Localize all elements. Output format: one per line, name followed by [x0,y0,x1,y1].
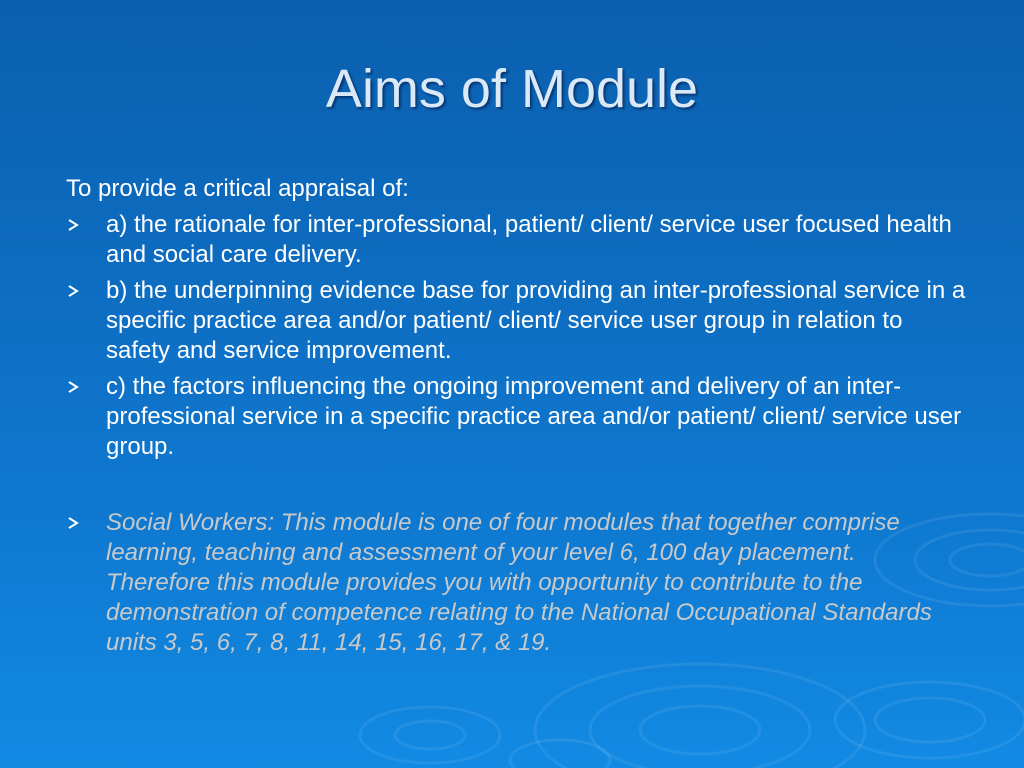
slide-title: Aims of Module [325,59,699,119]
bullet-item-c [66,372,966,462]
bullet-item-b [66,276,966,366]
arrow-bullet-icon [66,284,80,298]
bullet-text: a) the rationale for inter-professional, patient/ client/ service user focused health and social care delivery. [106,211,952,268]
arrow-bullet-icon [66,380,80,394]
bullet-item-a [66,210,966,270]
intro-text: To provide a critical appraisal of: [66,175,409,202]
arrow-bullet-icon [66,516,80,530]
slide-body [66,174,966,664]
social-workers-note [66,508,966,658]
bullet-text: b) the underpinning evidence base for providing an inter-professional service in a specific practice area and/or patient/ client/ service user group in relation to safety and service improvement. [106,277,966,364]
note-text: Social Workers: This module is one of four modules that together comprise learning, teaching and assessment of your level 6, 100 day placement. Therefore this module provides you with opportunity to contribute to the demonstration of competence relating to the National Occupational Standards units 3, 5, 6, 7, 8, 11, 14, 15, 16, 17, & 19. [106,509,932,656]
arrow-bullet-icon [66,218,80,232]
bullet-text: c) the factors influencing the ongoing improvement and delivery of an inter-professional service in a specific practice area and/or patient/ client/ service user group. [106,373,962,460]
